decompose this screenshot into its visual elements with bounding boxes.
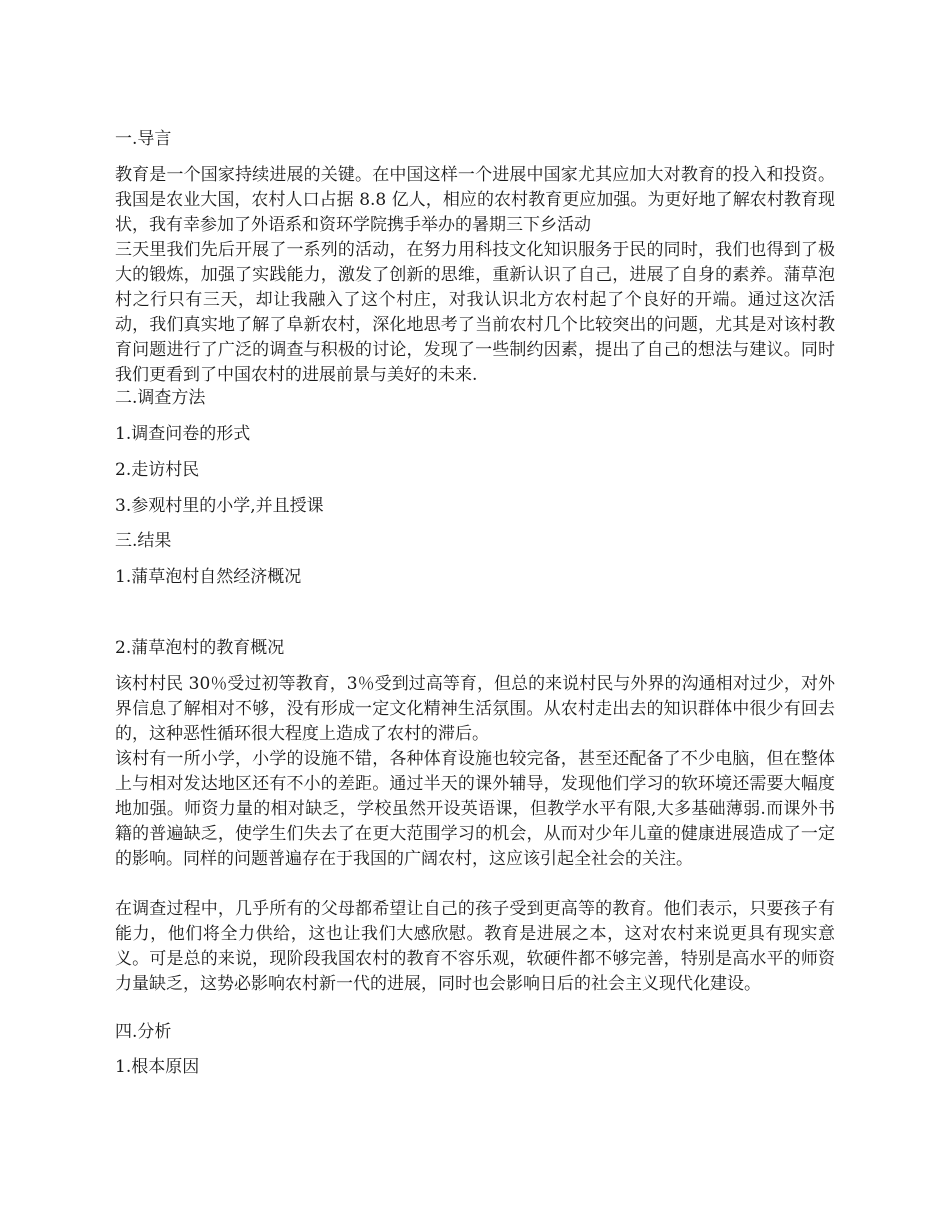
method-item-2: 2.走访村民 xyxy=(115,460,200,480)
result-item-2: 2.蒲草泡村的教育概况 xyxy=(115,638,285,658)
result-item-1: 1.蒲草泡村自然经济概况 xyxy=(115,567,302,587)
paragraph-intro-1: 教育是一个国家持续进展的关键。在中国这样一个进展中国家尤其应加大对教育的投入和投资。我国是农业大国，农村人口占据 8.8 亿人，相应的农村教育更应加强。为更好地了解农村教育现状，我有幸参加了外语系和资环学院携手举办的暑期三下乡活动 xyxy=(115,165,835,235)
section-heading-analysis: 四.分析 xyxy=(115,1022,172,1042)
method-item-1: 1.调查问卷的形式 xyxy=(115,424,251,444)
paragraph-result-2: 该村有一所小学，小学的设施不错，各种体育设施也较完备，甚至还配备了不少电脑，但在整体上与相对发达地区还有不小的差距。通过半天的课外辅导，发现他们学习的软环境还需要大幅度地加强。师资力量的相对缺乏，学校虽然开设英语课，但教学水平有限,大多基础薄弱.而课外书籍的普遍缺乏，使学生们失去了在更大范围学习的机会，从而对少年儿童的健康进展造成了一定的影响。同样的问题普遍存在于我国的广阔农村，这应该引起全社会的关注。 xyxy=(115,749,835,869)
paragraph-result-1: 该村村民 30％受过初等教育，3％受到过高等育，但总的来说村民与外界的沟通相对过少，对外界信息了解相对不够，没有形成一定文化精神生活氛围。从农村走出去的知识群体中很少有回去的，这种恶性循环很大程度上造成了农村的滞后。 xyxy=(115,674,835,744)
paragraph-result-3: 在调查过程中，几乎所有的父母都希望让自己的孩子受到更高等的教育。他们表示，只要孩子有能力，他们将全力供给，这也让我们大感欣慰。教育是进展之本，这对农村来说更具有现实意义。可是总的来说，现阶段我国农村的教育不容乐观，软硬件都不够完善，特别是高水平的师资力量缺乏，这势必影响农村新一代的进展，同时也会影响日后的社会主义现代化建设。 xyxy=(115,899,835,994)
method-item-3: 3.参观村里的小学,并且授课 xyxy=(115,496,324,516)
section-heading-intro: 一.导言 xyxy=(115,129,172,149)
section-heading-result: 三.结果 xyxy=(115,531,172,551)
analysis-item-1: 1.根本原因 xyxy=(115,1057,200,1077)
paragraph-intro-2: 三天里我们先后开展了一系列的活动，在努力用科技文化知识服务于民的同时，我们也得到了极大的锻炼，加强了实践能力，激发了创新的思维，重新认识了自己，进展了自身的素养。蒲草泡村之行只有三天，却让我融入了这个村庄，对我认识北方农村起了个良好的开端。通过这次活动，我们真实地了解了阜新农村，深化地思考了当前农村几个比较突出的问题，尤其是对该村教育问题进行了广泛的调查与积极的讨论，发现了一些制约因素，提出了自己的想法与建议。同时我们更看到了中国农村的进展前景与美好的未来. xyxy=(115,240,835,385)
section-heading-method: 二.调查方法 xyxy=(115,388,206,408)
